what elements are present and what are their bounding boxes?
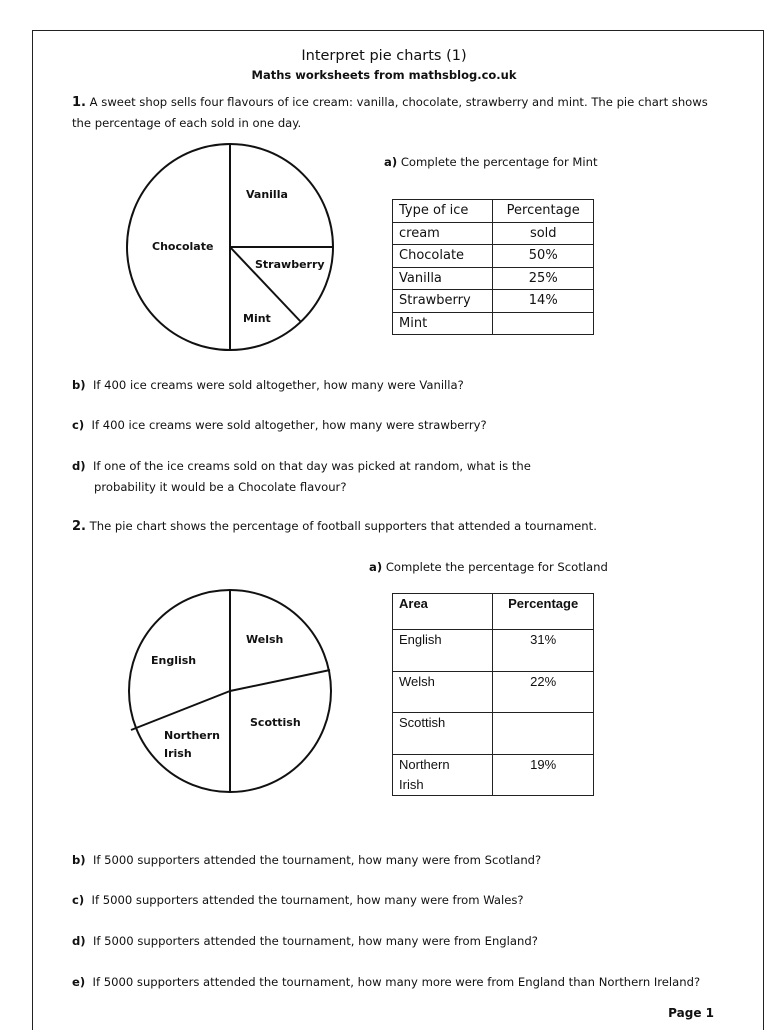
table-cell-name: Strawberry <box>393 290 493 313</box>
table-header-type: Type of ice <box>393 200 493 223</box>
table-cell-name: Welsh <box>393 671 493 713</box>
q1c-label: c) <box>72 418 85 432</box>
table-cell-value: 50% <box>493 245 594 268</box>
table-cell-name: Scottish <box>393 713 493 755</box>
table-header-row-2 <box>393 222 594 245</box>
q2d <box>72 931 538 951</box>
q1d-text-line2: probability it would be a Chocolate flavour? <box>94 480 347 494</box>
pie-label-mint: Mint <box>243 312 271 325</box>
q2e-label: e) <box>72 975 86 989</box>
worksheet-subtitle: Maths worksheets from mathsblog.co.uk <box>251 68 517 82</box>
pie-label-strawberry: Strawberry <box>255 258 325 271</box>
table-cell-name: Chocolate <box>393 245 493 268</box>
q2-intro-text: The pie chart shows the percentage of football supporters that attended a tournament. <box>89 519 597 533</box>
table-cell-value: 31% <box>493 630 594 672</box>
table-header-row <box>393 594 594 630</box>
table-row <box>393 630 594 672</box>
table-cell-answer[interactable] <box>493 312 594 335</box>
q1c <box>72 415 487 435</box>
q2b <box>72 850 541 870</box>
q1a <box>384 152 598 172</box>
table-row <box>393 671 594 713</box>
q2c-label: c) <box>72 893 85 907</box>
table-header-percentage: Percentage <box>493 594 594 630</box>
q2-number: 2. <box>72 519 86 534</box>
table-cell-value: 14% <box>493 290 594 313</box>
q2b-label: b) <box>72 853 86 867</box>
table-header-percentage: Percentage <box>493 200 594 223</box>
table-row <box>393 290 594 313</box>
q1d <box>72 456 531 476</box>
page-number: Page 1 <box>668 1006 714 1020</box>
q1-intro-line2: the percentage of each sold in one day. <box>72 116 302 130</box>
table-cell-value: 22% <box>493 671 594 713</box>
q1b-text: If 400 ice creams were sold altogether, how many were Vanilla? <box>92 378 464 392</box>
table-cell-value: 25% <box>493 267 594 290</box>
q2c <box>72 890 524 910</box>
q1-intro-line1 <box>72 92 708 113</box>
pie-label-scottish: Scottish <box>250 716 301 729</box>
pie-label-northern-irish-line1: Northern <box>164 729 220 742</box>
q2d-text: If 5000 supporters attended the tournament, how many were from England? <box>92 934 538 948</box>
q1c-text: If 400 ice creams were sold altogether, how many were strawberry? <box>91 418 487 432</box>
pie-label-northern-irish-line2: Irish <box>164 747 192 760</box>
table-cell-name: English <box>393 630 493 672</box>
table-cell-name: Vanilla <box>393 267 493 290</box>
table-header-percentage-line2: sold <box>493 222 594 245</box>
q2a <box>369 557 608 577</box>
q2c-text: If 5000 supporters attended the tournament, how many were from Wales? <box>91 893 524 907</box>
q2e <box>72 972 700 992</box>
pie-chart-football <box>120 588 340 798</box>
q2a-text: Complete the percentage for Scotland <box>385 560 608 574</box>
pie-label-welsh: Welsh <box>246 633 284 646</box>
table-row <box>393 713 594 755</box>
q1a-text: Complete the percentage for Mint <box>400 155 598 169</box>
pie-chart-ice-cream <box>120 142 340 358</box>
table-cell-answer[interactable] <box>493 713 594 755</box>
table-cell-value: 19% <box>493 754 594 796</box>
q2-intro <box>72 516 597 537</box>
q1d-label: d) <box>72 459 86 473</box>
q1-number: 1. <box>72 95 86 110</box>
table-header-row <box>393 200 594 223</box>
worksheet-title: Interpret pie charts (1) <box>301 48 467 64</box>
table-row <box>393 245 594 268</box>
q2b-text: If 5000 supporters attended the tournament, how many were from Scotland? <box>92 853 542 867</box>
table-cell-name: Mint <box>393 312 493 335</box>
q2a-label: a) <box>369 560 383 574</box>
pie-label-vanilla: Vanilla <box>246 188 288 201</box>
table-row <box>393 267 594 290</box>
football-table <box>392 593 594 796</box>
q1d-text-line1: If one of the ice creams sold on that day was picked at random, what is the <box>92 459 531 473</box>
q1b <box>72 375 464 395</box>
q2d-label: d) <box>72 934 86 948</box>
ice-cream-table <box>392 199 594 335</box>
table-header-type-line2: cream <box>393 222 493 245</box>
q1a-label: a) <box>384 155 398 169</box>
q1b-label: b) <box>72 378 86 392</box>
table-cell-name: Northern Irish <box>393 754 493 796</box>
pie-label-chocolate: Chocolate <box>152 240 214 253</box>
table-header-area: Area <box>393 594 493 630</box>
pie-label-english: English <box>151 654 197 667</box>
table-row <box>393 312 594 335</box>
q2e-text: If 5000 supporters attended the tournament, how many more were from England than Northern Ireland? <box>92 975 701 989</box>
q1-intro-text: A sweet shop sells four flavours of ice cream: vanilla, chocolate, strawberry and mint. The pie chart shows <box>89 95 708 109</box>
table-row <box>393 754 594 796</box>
